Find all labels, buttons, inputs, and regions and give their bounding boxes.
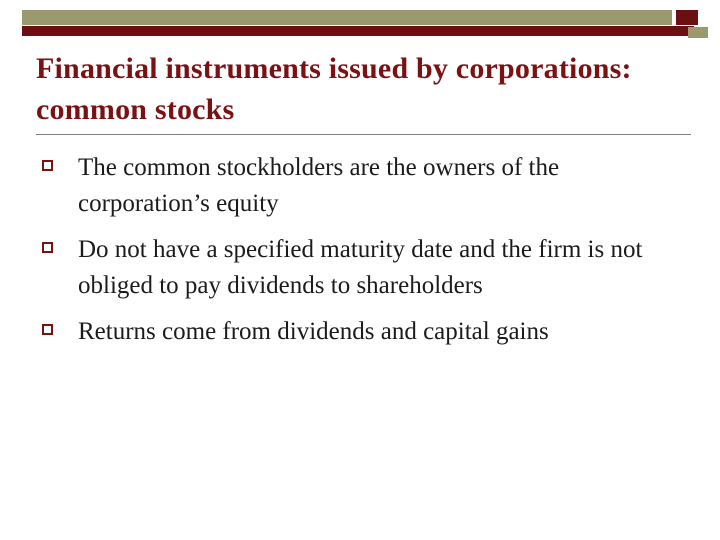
list-item-label: The common stockholders are the owners of the corporation’s equity: [78, 154, 560, 217]
square-outline-bullet-icon: [42, 160, 53, 171]
banner-olive-accent-block: [688, 27, 708, 38]
list-item: [30, 314, 690, 350]
square-outline-bullet-icon: [42, 242, 53, 253]
square-outline-bullet-icon: [42, 324, 53, 335]
banner-dark-accent-block: [676, 10, 698, 25]
page-title: Financial instruments issued by corporations: common stocks: [36, 52, 632, 127]
content-body: [30, 150, 690, 361]
title-divider: [36, 134, 691, 135]
banner-dark-bar: [22, 26, 694, 36]
slide-top-banner: [0, 0, 720, 44]
bullet-list: [30, 150, 690, 350]
list-item: [30, 232, 690, 303]
list-item: [30, 150, 690, 221]
list-item-label: Returns come from dividends and capital gains: [78, 318, 549, 345]
list-item-label: Do not have a specified maturity date and the firm is not obliged to pay dividends to shareholders: [78, 236, 643, 299]
banner-olive-bar: [22, 10, 672, 25]
title-block: [36, 48, 692, 131]
